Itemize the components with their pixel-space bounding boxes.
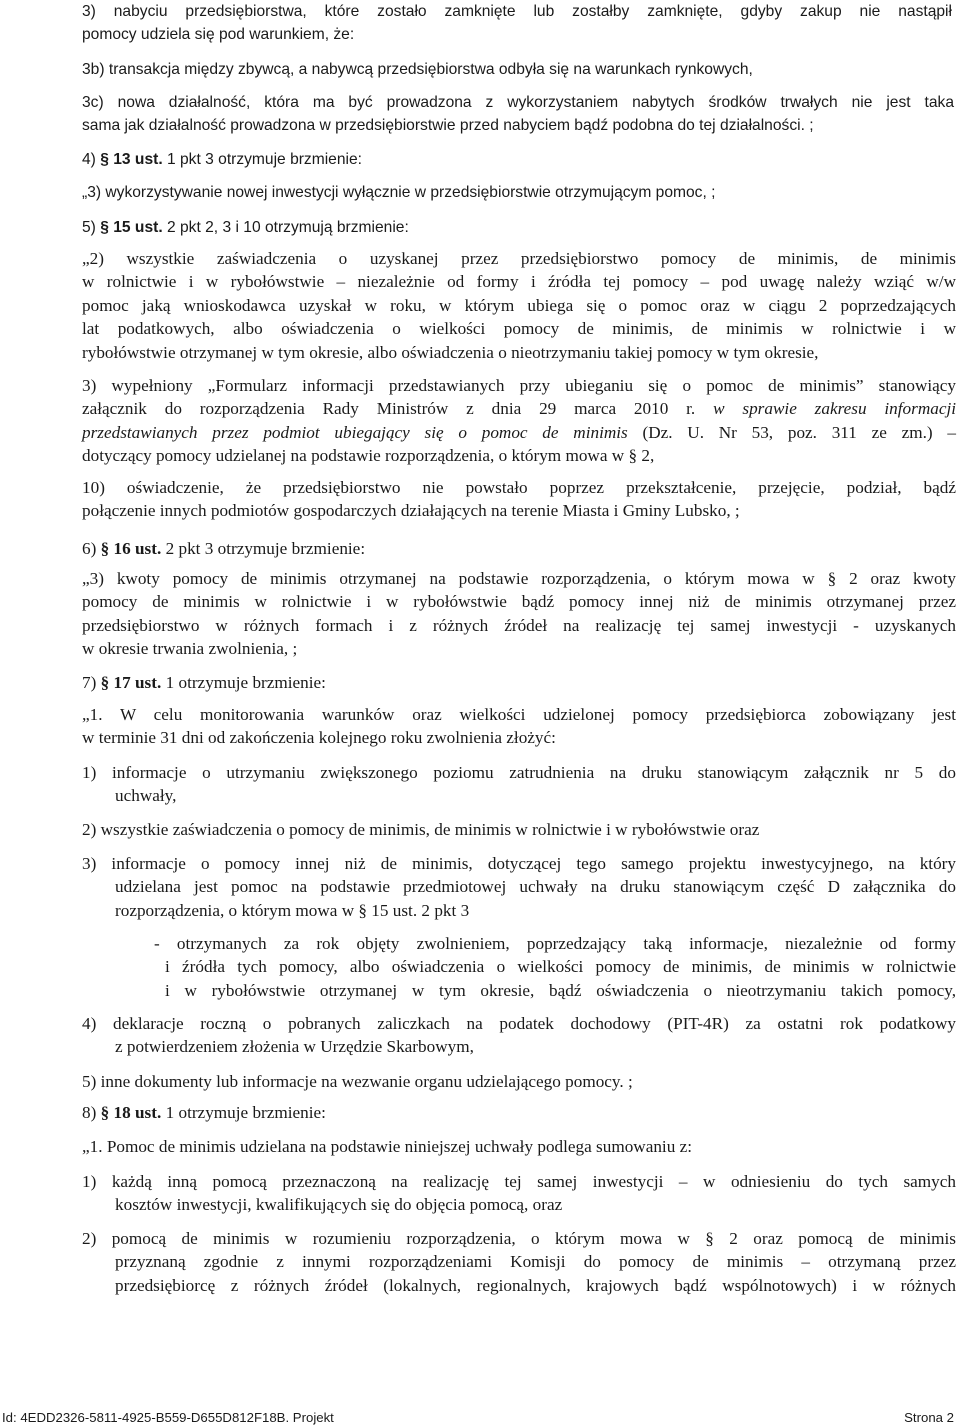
line: udzielana jest pomoc na podstawie przedmiotowej uchwały na druku stanowiącym część D załącznika do xyxy=(115,877,956,897)
line: „1. Pomoc de minimis udzielana na podstawie niniejszej uchwały podlega sumowaniu z: xyxy=(82,1137,693,1156)
item-7-subpoint-3 xyxy=(82,852,956,922)
item-7-subpoint-2 xyxy=(82,818,956,841)
line: połączenie innych podmiotów gospodarczych działających na terenie Miasta i Gminy Lubsko, ; xyxy=(82,501,740,521)
item-number: 8) xyxy=(82,1103,97,1122)
line: 2) pomocą de minimis w rozumieniu rozporządzenia, o którym mowa w § 2 oraz pomocą de minimis xyxy=(82,1229,956,1248)
line: przedsiębiorstwo w różnych formach i z różnych źródeł na realizację tej samej inwestycji - uzyskanych xyxy=(82,615,956,635)
item-6-heading xyxy=(82,537,952,560)
line: rybołówstwie otrzymanej w tym okresie, albo oświadczenia o nieotrzymaniu takiej pomocy w tym okresie, xyxy=(82,342,819,362)
line: 3b) transakcja między zbywcą, a nabywcą przedsiębiorstwa odbyła się na warunkach rynkowych, xyxy=(82,61,753,78)
line: przyznaną zgodnie z innymi rozporządzeniami Komisji do pomocy de minimis – otrzymaną przez xyxy=(115,1252,956,1272)
item-8-heading xyxy=(82,1101,952,1124)
heading-text: 2 pkt 2, 3 i 10 otrzymują brzmienie: xyxy=(167,219,409,236)
line: i w rybołówstwie otrzymanej w tym okresie, bądź oświadczenia o nieotrzymaniu takich pomocy, xyxy=(165,980,956,1000)
line: w terminie 31 dni od zakończenia kolejnego roku zwolnienia złożyć: xyxy=(82,728,556,748)
item-number: 6) xyxy=(82,539,97,558)
item-5-point-3 xyxy=(82,374,956,468)
item-7-subpoint-1 xyxy=(82,761,956,808)
line: 10) oświadczenie, że przedsiębiorstwo nie powstało poprzez przekształcenie, przejęcie, podział, bądź xyxy=(82,478,956,497)
line: - otrzymanych za rok objęty zwolnieniem, poprzedzający taką informacje, niezależnie od formy xyxy=(154,934,956,953)
journal-ref: (Dz. U. Nr 53, poz. 311 ze zm.) – xyxy=(642,422,956,442)
line: 4) deklaracje roczną o pobranych zaliczkach na podatek dochodowy (PIT-4R) za ostatni rok podatkowy xyxy=(82,1014,956,1033)
heading-text: 1 otrzymuje brzmienie: xyxy=(165,673,326,692)
item-number: 4) xyxy=(82,151,96,168)
item-7-subpoint-4 xyxy=(82,1012,956,1059)
heading-text: 2 pkt 3 otrzymuje brzmienie: xyxy=(165,539,366,558)
line: pomocy de minimis w rolnictwie i w rybołówstwie bądź pomocy innej niż de minimis otrzymanej przez xyxy=(82,592,956,612)
paragraph-sign: § xyxy=(100,539,110,558)
line: 1) informacje o utrzymaniu zwiększonego poziomu zatrudnienia na druku stanowiącym załącznik nr 5 do xyxy=(82,763,956,782)
item-7-heading xyxy=(82,671,952,694)
paragraph-sign: § xyxy=(100,219,109,236)
line: „3) wykorzystywanie nowej inwestycji wyłącznie w przedsiębiorstwie otrzymującym pomoc, ; xyxy=(82,184,716,201)
line: „3) kwoty pomocy de minimis otrzymanej na podstawie rozporządzenia, o którym mowa w § 2 oraz kwoty xyxy=(82,569,956,588)
item-5-point-10 xyxy=(82,476,956,523)
line: dotyczący pomocy udzielanej na podstawie rozporządzenia, o którym mowa w § 2, xyxy=(82,446,655,466)
page-number: Strona 2 xyxy=(904,1410,954,1425)
line: w rolnictwie i w rybołówstwie – niezależnie od formy i źródła tej pomocy – pod uwagę należy wziąć w/w xyxy=(82,272,956,292)
line: pomoc jaką wnioskodawca uzyskał w roku, w którym ubiega się o pomoc oraz w ciągu 2 poprzedzających xyxy=(82,295,956,315)
line: sama jak działalność prowadzona w przedsiębiorstwie przed nabyciem bądź podobna do tej działalności. ; xyxy=(82,117,814,135)
item-5-heading xyxy=(82,216,952,239)
page-footer xyxy=(0,1408,960,1428)
document-id: Id: 4EDD2326-5811-4925-B559-D655D812F18B. Projekt xyxy=(2,1410,334,1425)
line: uchwały, xyxy=(115,786,177,806)
regulation-title: w sprawie zakresu informacji xyxy=(713,399,957,419)
line: 3c) nowa działalność, która ma być prowadzona z wykorzystaniem nabytych środków trwałych nie jest taka xyxy=(82,94,954,111)
line: 3) informacje o pomocy innej niż de minimis, dotyczącej tego samego projektu inwestycyjnego, na który xyxy=(82,854,956,873)
paragraph-sign: § xyxy=(100,673,110,692)
heading-text: 1 pkt 3 otrzymuje brzmienie: xyxy=(167,151,362,168)
line: 3) wypełniony „Formularz informacji przedstawianych przy ubieganiu się o pomoc de minimis” stanowiący xyxy=(82,376,956,395)
section-ref: 17 ust. xyxy=(113,673,162,692)
section-ref: 16 ust. xyxy=(113,539,162,558)
section-ref: 18 ust. xyxy=(113,1103,162,1122)
line: przedsiębiorcę z różnych źródeł (lokalnych, regionalnych, krajowych bądź wspólnotowych) i w różnych xyxy=(115,1275,956,1295)
item-7-dash-paragraph xyxy=(154,932,956,1002)
line: 3) nabyciu przedsiębiorstwa, które zostało zamknięte lub zostałby zamknięte, gdyby zakup nie nastąpił xyxy=(82,3,952,20)
line: „2) wszystkie zaświadczenia o uzyskanej przez przedsiębiorstwo pomocy de minimis, de minimis xyxy=(82,249,956,268)
item-3b-paragraph xyxy=(82,58,952,81)
item-8-subpoint-2 xyxy=(82,1227,956,1297)
line: z potwierdzeniem złożenia w Urzędzie Skarbowym, xyxy=(115,1037,474,1057)
regulation-title: przedstawianych przez podmiot ubiegający się o pomoc de minimis xyxy=(82,422,628,442)
line: rozporządzenia, o którym mowa w § 15 ust. 2 pkt 3 xyxy=(115,900,470,920)
item-number: 7) xyxy=(82,673,97,692)
line: kosztów inwestycji, kwalifikujących się do objęcia pomocą, oraz xyxy=(115,1195,563,1215)
line: lat podatkowych, albo oświadczenia o wielkości pomocy de minimis, de minimis w rolnictwie i w xyxy=(82,319,956,339)
item-7-subpoint-5 xyxy=(82,1070,956,1093)
line: w okresie trwania zwolnienia, ; xyxy=(82,639,298,659)
line: 2) wszystkie zaświadczenia o pomocy de minimis, de minimis w rolnictwie i w rybołówstwie oraz xyxy=(82,820,760,839)
item-4-quote xyxy=(82,181,952,204)
item-8-subpoint-1 xyxy=(82,1170,956,1217)
item-3c-paragraph xyxy=(82,91,954,138)
item-number: 5) xyxy=(82,219,96,236)
paragraph-sign: § xyxy=(100,151,109,168)
item-4-heading xyxy=(82,148,952,171)
item-5-point-2 xyxy=(82,247,956,364)
item-3-paragraph xyxy=(82,0,952,47)
heading-text: 1 otrzymuje brzmienie: xyxy=(165,1103,326,1122)
section-ref: 13 ust. xyxy=(113,151,163,168)
line: 1) każdą inną pomocą przeznaczoną na realizację tej samej inwestycji – w odniesieniu do tych samych xyxy=(82,1172,956,1191)
item-8-intro xyxy=(82,1135,956,1158)
line: 5) inne dokumenty lub informacje na wezwanie organu udzielającego pomocy. ; xyxy=(82,1072,633,1091)
line: pomocy udziela się pod warunkiem, że: xyxy=(82,26,355,44)
paragraph-sign: § xyxy=(100,1103,110,1122)
line: „1. W celu monitorowania warunków oraz wielkości udzielonej pomocy przedsiębiorca zobowiązany jest xyxy=(82,705,956,724)
section-ref: 15 ust. xyxy=(113,219,163,236)
line: i źródła tych pomocy, albo oświadczenia o wielkości pomocy de minimis, de minimis w rolnictwie xyxy=(165,957,956,977)
item-6-quote xyxy=(82,567,956,661)
regulation-ref: załącznik do rozporządzenia Rady Ministrów z dnia 29 marca 2010 r. xyxy=(82,399,696,419)
item-7-intro xyxy=(82,703,956,750)
